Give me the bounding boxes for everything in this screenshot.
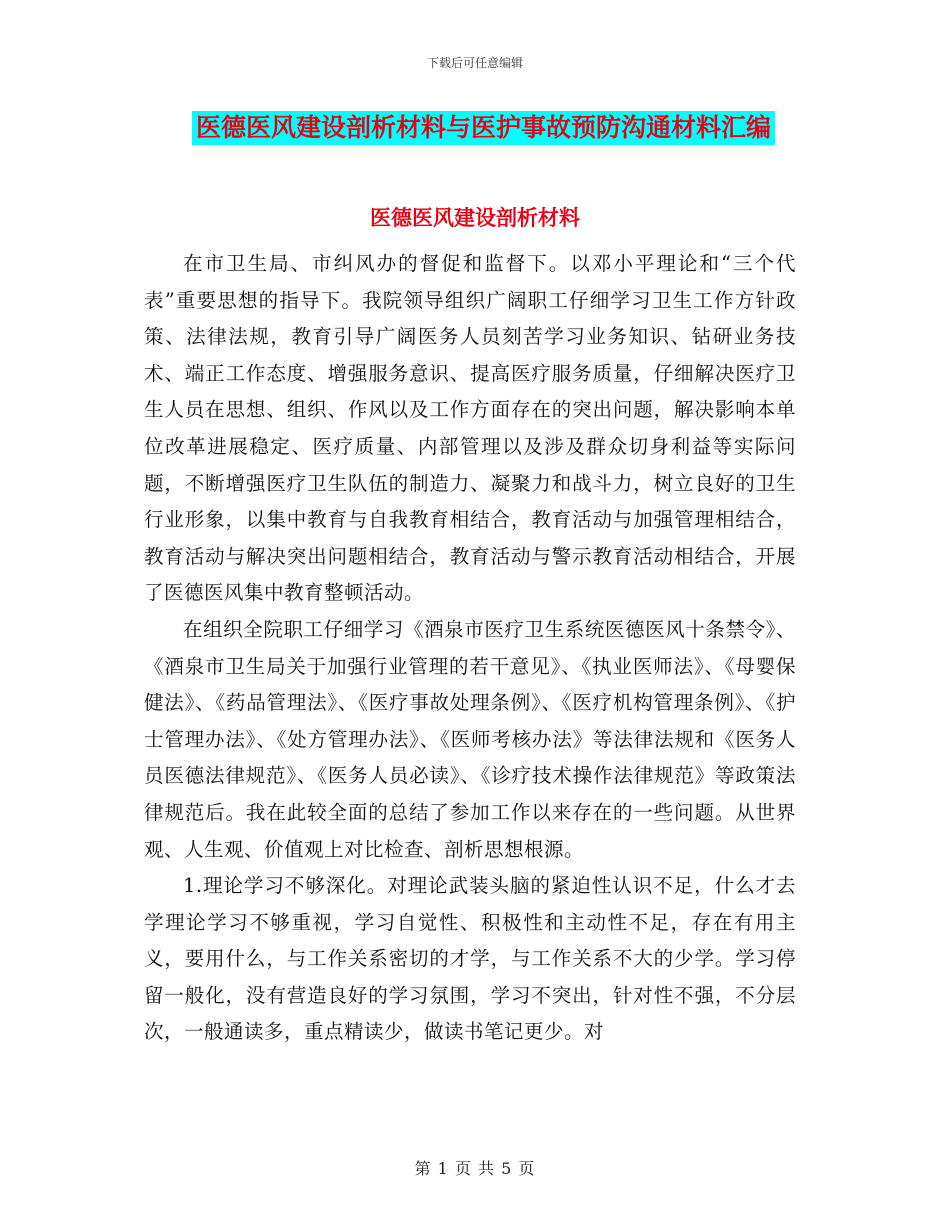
paragraph: 在组织全院职工仔细学习《酒泉市医疗卫生系统医德医风十条禁令》、《酒泉市卫生局关于加强行业管理的若干意见》、《执业医师法》、《母婴保健法》、《药品管理法》、《医疗事故处理条例》、《医疗机构管理条例》、《护士管理办法》、《处方管理办法》、《医师考核办法》等法律法规和《医务人员医德法律规范》、《医务人员必读》、《诊疗技术操作法律规范》等政策法律规范后。我在此较全面的总结了参加工作以来存在的一些问题。从世界观、人生观、价值观上对比检查、剖析思想根源。: [144, 617, 796, 861]
document-title: 医德医风建设剖析材料与医护事故预防沟通材料汇编: [192, 111, 775, 145]
body-text: [144, 246, 796, 1051]
paragraph: 在市卫生局、市纠风办的督促和监督下。以邓小平理论和“三个代表”重要思想的指导下。我院领导组织广阔职工仔细学习卫生工作方针政策、法律法规，教育引导广阔医务人员刻苦学习业务知识、钻研业务技术、端正工作态度、增强服务意识、提高医疗服务质量，仔细解决医疗卫生人员在思想、组织、作风以及工作方面存在的突出问题，解决影响本单位改革进展稳定、医疗质量、内部管理以及涉及群众切身利益等实际问题，不断增强医疗卫生队伍的制造力、凝聚力和战斗力，树立良好的卫生行业形象，以集中教育与自我教育相结合，教育活动与加强管理相结合，教育活动与解决突出问题相结合，教育活动与警示教育活动相结合，开展了医德医风集中教育整顿活动。: [144, 252, 796, 605]
section-title: 医德医风建设剖析材料: [370, 205, 580, 230]
page-footer: 第 1 页 共 5 页: [414, 1159, 536, 1178]
header-note: 下载后可任意编辑: [426, 56, 523, 70]
paragraph: 1.理论学习不够深化。对理论武装头脑的紧迫性认识不足，什么才去学理论学习不够重视，学习自觉性、积极性和主动性不足，存在有用主义，要用什么，与工作关系密切的才学，与工作关系不大的少学。学习停留一般化，没有营造良好的学习氛围，学习不突出，针对性不强，不分层次，一般通读多，重点精读少，做读书笔记更少。对: [144, 874, 796, 1044]
